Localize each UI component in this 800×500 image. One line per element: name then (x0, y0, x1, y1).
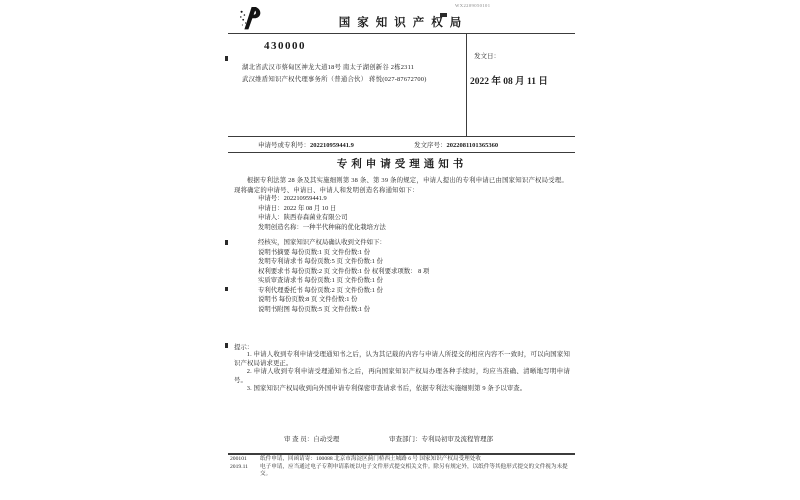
field-value: 一种半代种麻的优化栽培方法 (302, 223, 386, 231)
barcode-number: WX2209050101 (455, 3, 491, 8)
footer-text: 电子申请，应当通过电子专利申请系统以电子文件形式提交相关文件。除另有规定外，以纸件等其他形式提交的文件视为未提交。 (260, 464, 568, 477)
received-intro: 经核实，国家知识产权局确认收到文件如下： (258, 239, 386, 246)
scan-mark (225, 343, 228, 348)
note-item: 2. 申请人收到专利申请受理通知书之后，再向国家知识产权局办理各种手续时，均应当准确、清晰地写明申请号。 (234, 368, 570, 384)
intro-paragraph: 根据专利法第 28 条及其实施细则第 38 条、第 39 条的规定，申请人提出的专利申请已由国家知识产权局受理。现将确定的申请号、申请日、申请人和发明创造名称通知如下： (234, 177, 568, 194)
received-item: 发明专利请求书 每份页数:5 页 文件份数:1 份 (258, 258, 383, 265)
examiner-label: 审 查 员： (284, 436, 314, 443)
field-label: 申请日： (258, 204, 284, 212)
field-value: 2022 年 08 月 10 日 (283, 204, 337, 212)
field-app-number (258, 194, 386, 204)
agency-title: 国家知识产权局 (338, 17, 469, 29)
footer-form-code: 200101 (230, 456, 247, 462)
received-item: 实质审查请求书 每份页数:1 页 文件份数:1 份 (258, 277, 383, 284)
patent-acceptance-notice (224, 0, 576, 500)
application-number-field (258, 140, 354, 149)
footer-row (230, 456, 575, 463)
received-item: 说明书 每份页数:8 页 文件份数:1 份 (258, 296, 358, 303)
field-label: 申请号： (258, 195, 284, 202)
notes-list (234, 351, 570, 394)
scan-mark (225, 56, 228, 61)
serial-number-field (414, 140, 498, 149)
department-label: 审查部门： (389, 436, 422, 443)
department-field (389, 434, 493, 443)
received-item: 说明书摘要 每份页数:1 页 文件份数:1 份 (258, 248, 371, 256)
serial-number: 2022081101365360 (446, 142, 499, 149)
issue-date: 2022 年 08 月 11 日 (470, 77, 548, 87)
note-item: 3. 国家知识产权局收到向外国申请专利保密审查请求书后，依据专利法实施细则第 9 条予以审查。 (246, 385, 527, 393)
field-app-date (258, 204, 386, 214)
field-invention-title (258, 223, 386, 233)
scan-mark (225, 240, 228, 245)
examiner-field (284, 434, 339, 443)
application-fields (258, 194, 386, 232)
field-label: 申请人： (258, 214, 284, 222)
received-item: 说明书附图 每份页数:5 页 文件份数:1 份 (258, 305, 371, 313)
application-number: 202210959441.9 (310, 142, 354, 149)
field-label: 发明创造名称： (258, 223, 303, 231)
ref-row-bottom-divider (228, 152, 575, 153)
date-box-divider (466, 34, 467, 136)
note-item: 1. 申请人收到专利申请受理通知书之后，认为其记载的内容与申请人所提交的相应内容不一致时，可以向国家知识产权局请求更正。 (234, 351, 570, 367)
document-title: 专利申请受理通知书 (336, 159, 468, 170)
recipient-address: 湖北省武汉市蔡甸区神龙大道18号 南太子湖创新谷 2栋2311 (242, 64, 415, 71)
received-item: 权利要求书 每份页数:2 页 文件份数:1 份 权利要求项数： 8 项 (258, 267, 430, 275)
application-number-label: 申请号或专利号： (258, 142, 310, 149)
header-divider (228, 33, 575, 34)
field-value: 陕西春森菌业有限公司 (283, 214, 348, 222)
issue-date-label: 发文日： (474, 53, 500, 60)
recipient-agent: 武汉维盾知识产权代理事务所（普通合伙） 蒋悦(027-87672700) (242, 76, 427, 83)
footer-divider (228, 453, 575, 455)
ref-row-top-divider (228, 136, 575, 137)
field-value: 202210959441.9 (283, 195, 327, 202)
footer-form-code: 2019.11 (230, 464, 248, 470)
received-documents-list (258, 238, 429, 314)
serial-number-label: 发文序号： (414, 142, 447, 149)
received-item: 专利代理委托书 每份页数:2 页 文件份数:1 份 (258, 286, 383, 294)
footer-text: 纸件申请，回函请寄：100088 北京市海淀区蓟门桥西土城路 6 号 国家知识产权局受理处收 (260, 456, 481, 462)
notes-title: 提示： (234, 344, 254, 351)
field-applicant (258, 213, 386, 223)
examiner-value: 自动受理 (313, 436, 340, 443)
scan-mark (225, 287, 228, 291)
postal-code: 430000 (264, 40, 306, 52)
department-value: 专利局初审及流程管理部 (421, 436, 493, 443)
footer-row (230, 464, 575, 478)
